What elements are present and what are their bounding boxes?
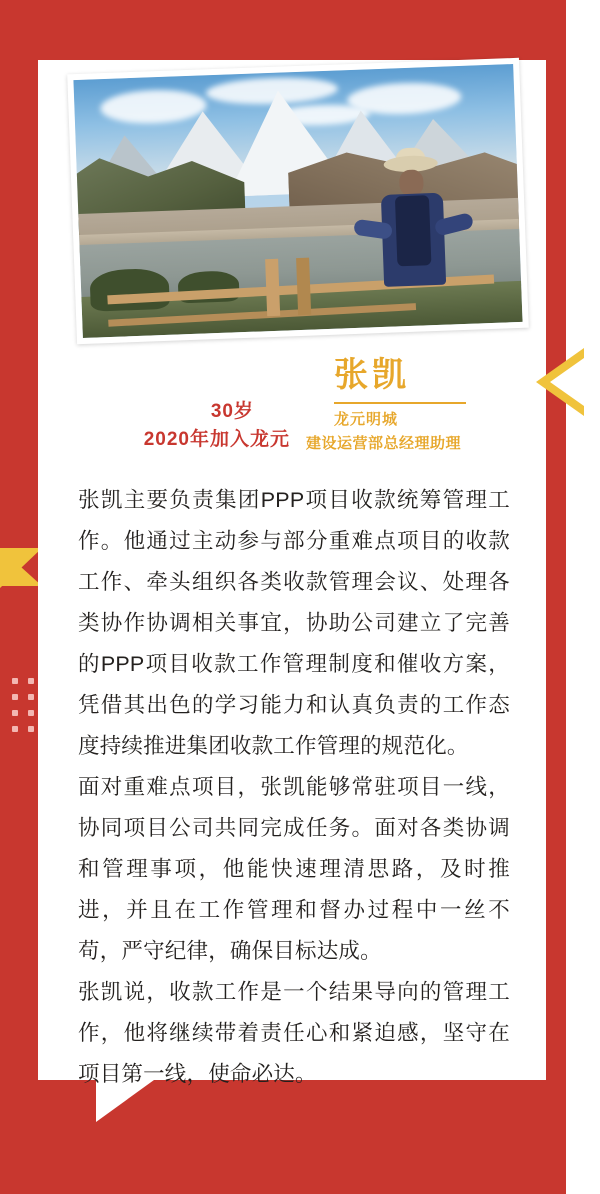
photo-rail-post	[265, 259, 280, 316]
photo-vest	[395, 195, 432, 266]
joined-year-label: 2020年加入龙元	[143, 429, 290, 450]
biography-paragraph: 张凯说，收款工作是一个结果导向的管理工作，他将继续带着责任心和紧迫感，坚守在项目第一线，使命必达。	[78, 980, 510, 1086]
organization-label: 龙元明城	[334, 411, 399, 428]
person-name: 张凯	[334, 356, 410, 394]
photo-bush	[89, 268, 170, 312]
biography-text	[78, 480, 510, 1095]
biography-paragraph: 面对重难点项目，张凯能够常驻项目一线，协同项目公司共同完成任务。面对各类协调和管理事项，他能快速理清思路，及时推进，并且在工作管理和督办过程中一丝不苟，严守纪律，确保目标达成。	[78, 775, 510, 963]
right-white-band	[566, 0, 600, 1194]
photo-person	[354, 153, 474, 317]
photo-face	[399, 169, 424, 196]
left-yellow-triangle-lower	[0, 548, 42, 586]
yellow-arrow-inner-icon	[550, 358, 584, 406]
name-underline	[334, 402, 466, 404]
age-label: 30岁	[210, 401, 254, 422]
photo-rail-post	[296, 257, 311, 314]
profile-photo-frame	[67, 58, 529, 344]
department-label: 建设运营部总经理助理	[306, 435, 462, 452]
profile-photo	[73, 64, 522, 338]
identity-block	[38, 352, 546, 462]
biography-paragraph: 张凯主要负责集团PPP项目收款统筹管理工作。他通过主动参与部分重难点项目的收款工作、牵头组织各类收款管理会议、处理各类协作协调相关事宜，协助公司建立了完善的PPP项目收款工作管理制度和催收方案，凭借其出色的学习能力和认真负责的工作态度持续推进集团收款工作管理的规范化。	[78, 488, 510, 758]
